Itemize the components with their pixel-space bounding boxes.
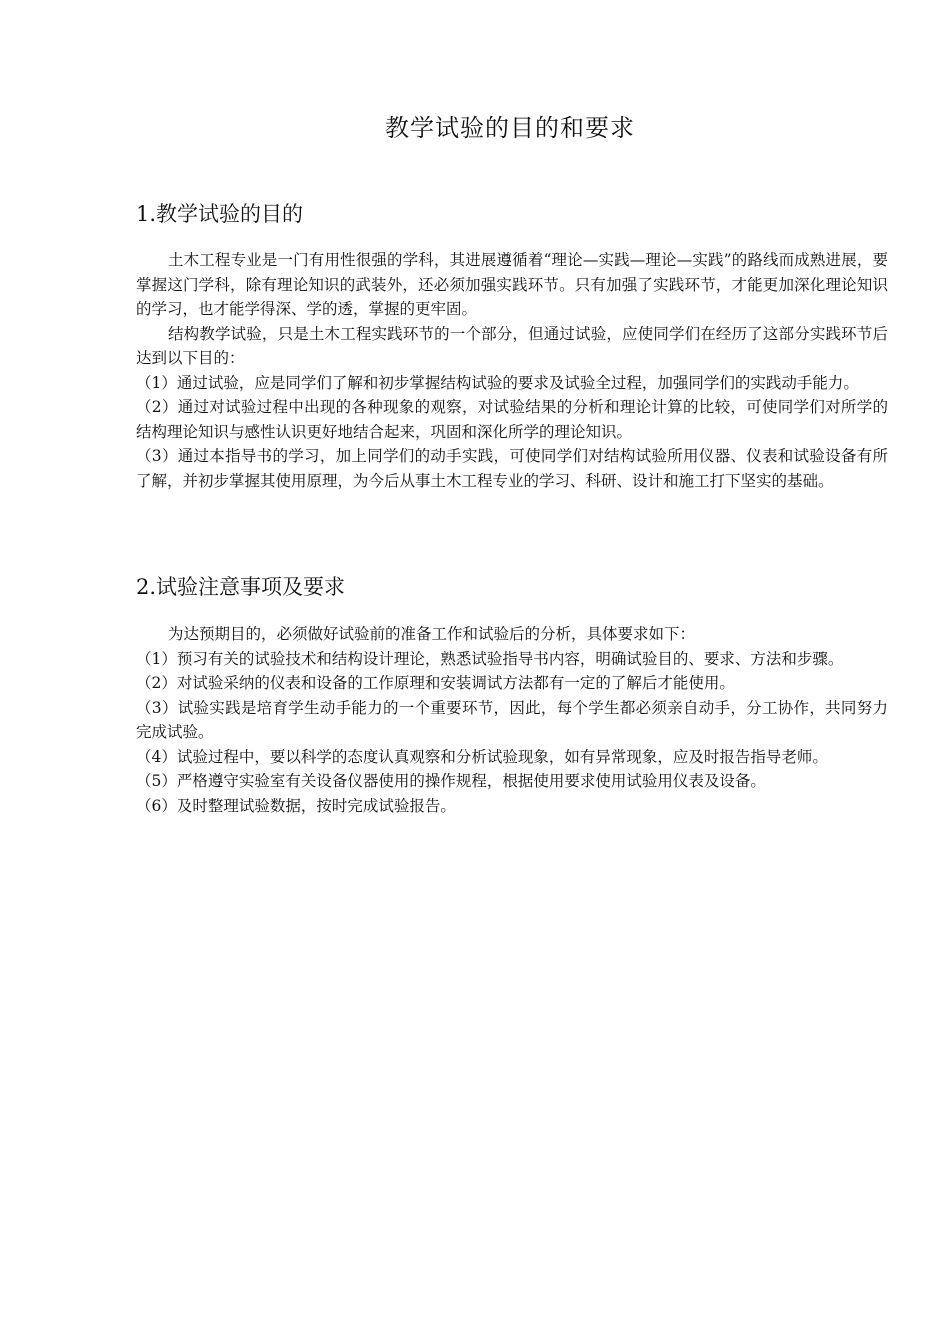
section-heading-requirements: 2.试验注意事项及要求 — [136, 575, 346, 599]
paragraph: 结构教学试验，只是土木工程实践环节的一个部分，但通过试验，应使同学们在经历了这部分实践环节后达到以下目的： — [136, 324, 888, 367]
list-item: （1）预习有关的试验技术和结构设计理论，熟悉试验指导书内容，明确试验目的、要求、方法和步骤。 — [136, 649, 844, 668]
paragraph: 为达预期目的，必须做好试验前的准备工作和试验后的分析，具体要求如下： — [168, 625, 696, 643]
page-title: 教学试验的目的和要求 — [385, 114, 635, 142]
list-item: （1）通过试验，应是同学们了解和初步掌握结构试验的要求及试验全过程，加强同学们的实践动手能力。 — [136, 373, 859, 392]
list-item: （5）严格遵守实验室有关设备仪器使用的操作规程，根据使用要求使用试验用仪表及设备。 — [136, 772, 766, 790]
list-item: （6）及时整理试验数据，按时完成试验报告。 — [136, 796, 456, 815]
section-body-requirements — [136, 622, 888, 818]
section-heading-purpose: 1.教学试验的目的 — [136, 202, 304, 226]
list-item: （3）通过本指导书的学习，加上同学们的动手实践，可使同学们对结构试验所用仪器、仪表和试验设备有所了解，并初步掌握其使用原理，为今后从事土木工程专业的学习、科研、设计和施工打下坚实的基础。 — [136, 447, 888, 490]
list-item: （2）通过对试验过程中出现的各种现象的观察，对试验结果的分析和理论计算的比较，可使同学们对所学的结构理论知识与感性认识更好地结合起来，巩固和深化所学的理论知识。 — [136, 398, 888, 441]
list-item: （3）试验实践是培育学生动手能力的一个重要环节，因此，每个学生都必须亲自动手，分工协作，共同努力完成试验。 — [136, 698, 888, 741]
paragraph: 土木工程专业是一门有用性很强的学科，其进展遵循着“理论—实践—理论—实践”的路线而成熟进展，要掌握这门学科，除有理论知识的武装外，还必须加强实践环节。只有加强了实践环节，才能更加深化理论知识的学习，也才能学得深、学的透，掌握的更牢固。 — [136, 251, 888, 318]
section-body-purpose — [136, 248, 888, 493]
list-item: （4）试验过程中，要以科学的态度认真观察和分析试验现象，如有异常现象，应及时报告指导老师。 — [136, 747, 828, 766]
list-item: （2）对试验采纳的仪表和设备的工作原理和安装调试方法都有一定的了解后才能使用。 — [136, 674, 735, 692]
